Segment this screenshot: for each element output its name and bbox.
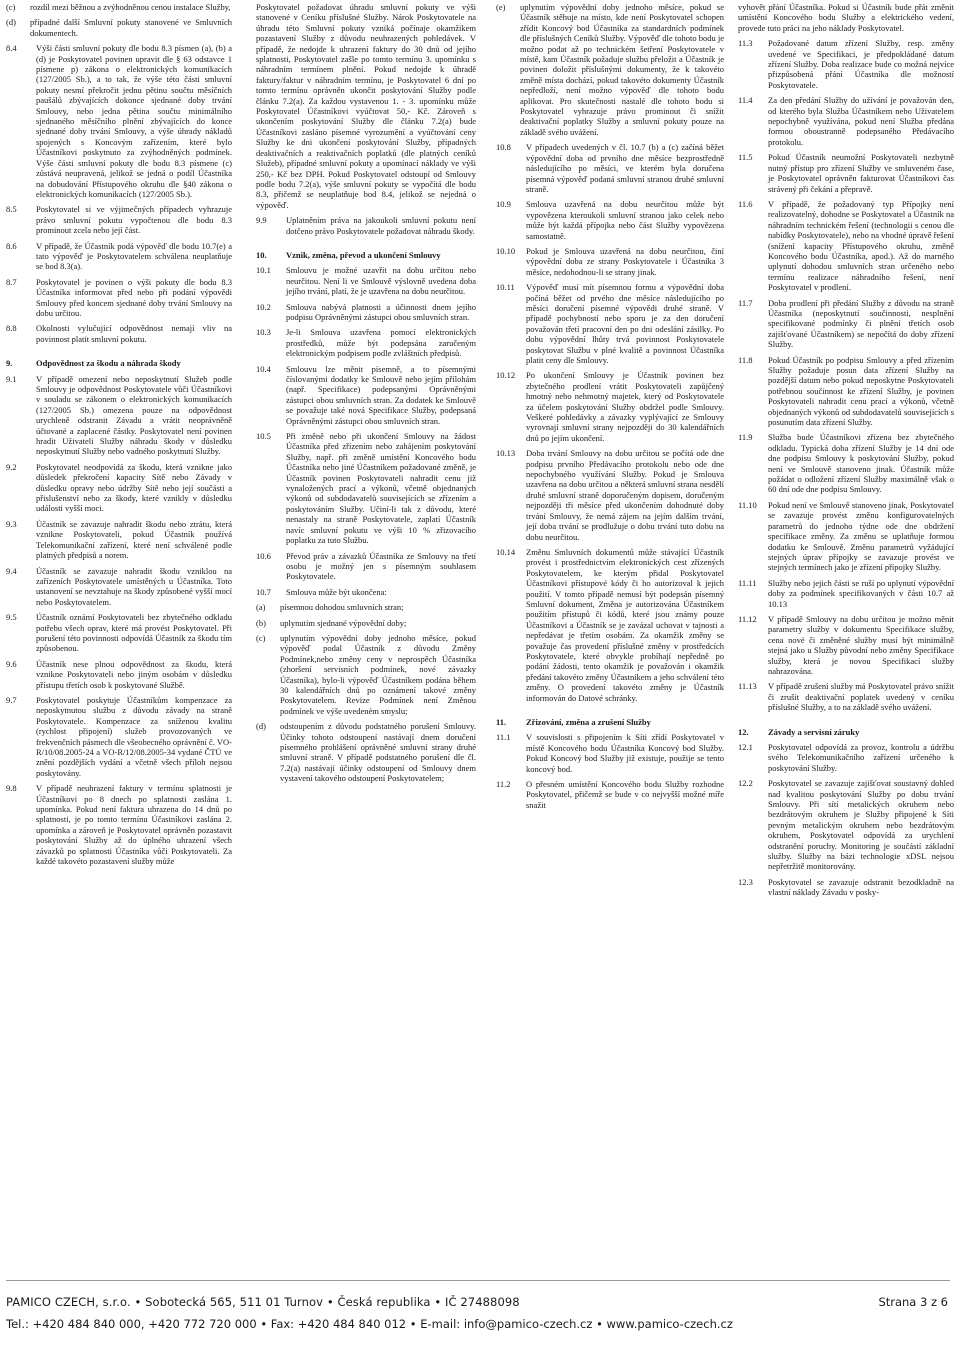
clause — [738, 578, 954, 609]
clause-number: 10.12 — [496, 370, 516, 381]
clause-text: Poskytovatel si ve výjimečných případech vyhrazuje právo smluvní pokutu vypočtenou dle bodu 8.3 prominout zcela nebo její část. — [36, 204, 232, 236]
clause-text: Uplatněním práva na jakoukoli smluvní pokutu není dotčeno právo Poskytovatele požadovat náhradu škody. — [286, 215, 476, 236]
clause — [6, 519, 232, 561]
clause — [6, 695, 232, 778]
clause-text: Za den předání Služby do užívání je považován den, od kterého byla Služba Účastníkem nebo Uživatelem nepochybně využívána, pokud není Služba předána formou oboustranně podepsaného Předávacího protokolu. — [768, 95, 954, 147]
footer-ic: IČ 27488098 — [444, 1295, 520, 1309]
clause-text: O přesném umístění Koncového bodu Služby rozhodne Poskytovatel, přičemž se bude v co nejvyšší možné míře snažit — [526, 779, 724, 810]
clause-number: 10.9 — [496, 199, 511, 210]
clause-text: Je-li Smlouva uzavřena pomocí elektronických prostředků, může být podepsána zaručeným elektronickým podpisem podle zvláštních předpisů. — [286, 327, 476, 359]
clause-number: 10.8 — [496, 142, 511, 153]
clause-text: rozdíl mezi běžnou a zvýhodněnou cenou instalace Služby, — [30, 2, 231, 12]
clause-text: Smlouva může být ukončena: — [286, 586, 387, 597]
clause-text: Pokud Účastník po podpisu Smlouvy a před zřízením Služby požaduje posun data zřízení Služby na pozdější datum nebo pokud neposkytne Poskytovateli potřebnou součinnost ke zřízení Služby, je povinen Poskytovateli nahradit cenu prací a výkonů, včetně objednaných výkonů od subdodavatelů souvisejících s posunutím data zřízení Služby. — [768, 354, 954, 428]
clause-number: 10.14 — [496, 546, 516, 557]
footer-company-line: PAMICO CZECH, s.r.o. • Sobotecká 565, 511 01 Turnov • Česká republika • IČ 27488098 — [6, 1295, 520, 1309]
clause-number: 11.9 — [738, 432, 753, 443]
clause — [738, 38, 954, 90]
clause — [6, 566, 232, 608]
clause-number: 10.5 — [256, 431, 271, 442]
clause — [738, 877, 954, 898]
clause-number: 8.6 — [6, 240, 17, 251]
clause-text: Poskytovatel odpovídá za provoz, kontrolu a údržbu svého Telekomunikačního zařízení určeného k poskytování Služby. — [768, 742, 954, 773]
clause-number: 9.8 — [6, 783, 17, 794]
text-column-1 — [6, 2, 232, 1262]
clause-text: Smlouvu lze měnit písemně, a to písemnými číslovanými dodatky ke Smlouvě nebo jejím přílohám (např. Specifikace) podepsanými Oprávněnými zástupci obou smluvních stran. Za dodatek ke Smlouvě se považuje také nová Specifikace Služby, podepsaná Oprávněnými zástupci obou smluvních stran. — [286, 363, 476, 426]
clause — [738, 778, 954, 872]
list-item — [256, 602, 476, 612]
clause-number: (d) — [6, 17, 16, 28]
clause-number: 11.8 — [738, 354, 753, 365]
page-footer — [0, 1260, 960, 1352]
clause-text: odstoupením z důvodu podstatného porušení Smlouvy. Účinky tohoto odstoupení nastávají dnem doručení písemného prohlášení oprávněné smluvní strany druhé smluvní straně. V případě podstatného porušení dle čl. 7.2(a) nastávají účinky odstoupení od Smlouvy dnem vystavení takového odstoupení Poskytovatelem; — [280, 721, 476, 784]
clause — [738, 298, 954, 350]
clause-text: Pokud není ve Smlouvě stanoveno jinak, Poskytovatel se zavazuje provést změnu konfigurovatelných parametrů do jednoho týdne ode dne obdržení specifikace změny. Za změnu se uplatňuje formou dodatku ke Smlouvě. Změnu parametrů vyžádující stejných úprav přípojky se zavazuje provést ve stejných termínech jako je zřízení přípojky Služby. — [768, 499, 954, 573]
clause-number: 11. — [496, 717, 507, 727]
clause-text: Výši části smluvní pokuty dle bodu 8.3 písmen (a), (b) a (d) je Poskytovatel povinen upravit dle § 63 odstavce 1 písmene p) zákona o elektronických komunikacích (127/2005 Sb.), a to tak, že výše této části smluvní pokuty nesmí překročit jednu pětinu součtu měsíčních paušálů zbývajících dokonce sjednané doby trvání Smlouvy, nebo jedna pětina součtu minimálního sjednaného měsíčního plnění zbývajících do konce sjednané doby trvání Smlouvy, a výše úhrady nákladů spojených s Koncovým zařízením, které bylo Účastníkovi poskytnuto za zvýhodněných podmínek. Výše části smluvní pokuty dle bodu 8.3 písmene (c) zůstává neupravená, jelikož se jedná o podíl Účastníka na dobudování Přístupového okruhu dle §40 zákona o elektronických komunikacích (127/2005 Sb.). — [36, 43, 232, 199]
clause-number: (c) — [256, 632, 266, 643]
clause — [496, 282, 724, 365]
section-heading-text: Závady a servisní záruky — [768, 726, 860, 737]
clause-text: Při změně nebo při ukončení Smlouvy na žádost Účastníka před zřízením nebo zahájením poskytování Služby, např. při změně umístění Koncového bodu Účastníka nebo jiné Účastníkem požadované změně, je Účastník povinen Poskytovateli nahradit cenu již vynaložených prací a výkonů, včetně objednaných výkonů od subdodavatelů souvisejících se zřízením a poskytováním Služby. Učiní-li tak z důvodu, které nenastaly na straně Poskytovatele, zaplatí Účastník navíc smluvní pokutu ve výši 10 % zřizovacího poplatku za tuto Službu. — [286, 431, 476, 546]
clause-text: V případě zrušení služby má Poskytovatel právo snížit či zrušit deaktivační poplatek uvedený v ceníku příslušné Služby, a to na základě svého uvážení. — [768, 681, 954, 713]
clause-number: 11.1 — [496, 732, 511, 743]
clause — [738, 500, 954, 573]
clause-number: 11.10 — [738, 499, 757, 510]
clause-number: 11.5 — [738, 152, 753, 163]
clause-text: Služby nebo jejich části se ruší po uplynutí výpovědní doby za podmínek specifikovaných v části 10.7 až 10.13 — [768, 577, 954, 609]
clause — [256, 265, 476, 296]
clause — [496, 448, 724, 542]
clause-number: 9. — [6, 358, 13, 369]
footer-country: Česká republika — [337, 1295, 431, 1309]
footer-rule — [6, 1280, 950, 1281]
clause — [496, 779, 724, 810]
section-heading — [256, 250, 476, 260]
clause-text: Doba trvání Smlouvy na dobu určitou se počítá ode dne podpisu prvního Předávacího protokolu nebo ode dne nepochybného využívání Služby. Pokud je Smlouva uzavřena na dobu určitou a některá smluvní strana nesdělí druhé smluvní straně doporučeným dopisem, doručeným nejpozději tři měsíce před ukončením dohodnuté doby trvání Smlouvy, že nemá zájem na jejím dalším trvání, její doba trvání se prodlužuje o dobu trvání tuto dobu na dobu neurčitou. — [526, 448, 724, 542]
clause-number: 9.4 — [6, 565, 17, 576]
clause-number: 9.5 — [6, 612, 17, 623]
clause — [6, 783, 232, 866]
footer-web[interactable]: www.pamico-czech.cz — [606, 1317, 733, 1331]
clause-text: Doba prodlení při předání Služby z důvodu na straně Účastníka (neposkytnutí součinnosti, nesplnění specifikované podmínky či plnění třetích osob zajišťované Účastníkem) se nepočítá do doby zřízení Služby. — [768, 297, 954, 350]
clause — [256, 215, 476, 236]
clause-number: 10.11 — [496, 282, 515, 293]
clause-text: Pokud Účastník neumožní Poskytovateli nezbytně nutný přístup pro zřízení Služby ve smluveném čase, je Poskytovatel oprávněn fakturovat Účastníkovi čas strávený při čekání a přepravě. — [768, 152, 954, 194]
clause-number: 12. — [738, 726, 749, 737]
clause — [738, 2, 954, 33]
clause — [6, 612, 232, 654]
clause-text: Požadované datum zřízení Služby, resp. změny uvedené ve Specifikaci, je předpokládané datum zřízení Služby. Doba realizace bude co možná nejvíce přizpůsobená přání Účastníka dle možností Poskytovatele. — [768, 38, 954, 90]
footer-fax: Fax: +420 484 840 012 — [270, 1317, 407, 1331]
clause-text: případné další Smluvní pokuty stanovené ve Smluvních dokumentech. — [30, 17, 232, 38]
clause-number: 10.13 — [496, 448, 516, 459]
clause — [738, 681, 954, 712]
clause — [496, 142, 724, 194]
clause-text: Výpověď musí mít písemnou formu a výpovědní doba počíná běžet od prvého dne měsíce následujícího po měsíci doručení písemné výpovědi druhé straně. V případě pochybností nebo sporu je za den doručení považován třetí pracovní den po dni odeslání zásilky. Po dobu výpovědní lhůty trvá povinnost Poskytovatele poskytovat Službu v plné kvalitě a povinnost Účastníka platit ceny dle Smlouvy. — [526, 282, 724, 365]
clause — [256, 551, 476, 582]
clause-text: V případě Smlouvy na dobu určitou je možno měnit parametry služby v dokumentu Specifikace služby, cena nové či změněné služby musí být minimálně stejná jako u Služby původní nebo změny Specifikace služby, která je novou Specifikací služby nahrazována. — [768, 613, 954, 676]
clause-text: Účastník nese plnou odpovědnost za škodu, která vznikne Poskytovateli nebo jiným osobám v důsledku přístupu třetích osob k poskytované Službě. — [36, 658, 232, 690]
list-item — [6, 17, 232, 38]
section-heading — [496, 717, 724, 727]
clause-number: 12.3 — [738, 876, 753, 887]
clause-number: (b) — [256, 617, 266, 628]
clause-number: 8.7 — [6, 276, 17, 287]
clause-text: Poskytovatel neodpovídá za škodu, která vznikne jako důsledek překročení kapacity Sítě nebo Závady v důsledku opravy nebo údržby Sítě nebo její součásti a přislušenství nebo za škody, které vznikly v důsledku události vyšší moci. — [36, 461, 232, 514]
text-column-2 — [256, 2, 476, 1262]
clause — [738, 199, 954, 293]
text-column-3 — [496, 2, 724, 1262]
clause — [6, 43, 232, 199]
clause-text: V případě, že Účastník podá výpověď dle bodu 10.7(e) a tato výpověď je Poskytovatelem schválena neuplatňuje se bod 8.3(a). — [36, 240, 232, 272]
clause-text: Poskytovatel se zavazuje zajišťovat soustavný dohled nad kvalitou poskytování Služby po dobu trvání Smlouvy. Při sítí metalických okruhem nebo bezdrátovým okruhem je Služby připojené k Síti pevným metalickým okruhem nebo bezdrátovým okruhem, Poskytovatel odpovídá za urychlení odstranění poruchy. Monitoring je součástí základní služby. Služby na bázi technologie xDSL nejsou nepřetržitě monitorovány. — [768, 778, 954, 872]
clause-number: 10.4 — [256, 363, 271, 374]
clause — [738, 355, 954, 428]
clause-text: V případech uvedených v čl. 10.7 (b) a (c) začíná běžet výpovědní doba od prvního dne měsíce bezprostředně následujícího po měsíci, ve kterém byla doručena písemná výpověď podaná smluvní stranou druhé smluvní straně. — [526, 142, 724, 194]
footer-email[interactable]: E-mail: info@pamico-czech.cz — [420, 1317, 593, 1331]
list-item — [6, 2, 232, 12]
clause-text: Účastník oznámí Poskytovateli bez zbytečného odkladu potřebu všech oprav, které má provést Poskytovatel. Při porušení této povinnosti odpovídá Účastník za škodu tím způsobenou. — [36, 612, 232, 654]
clause-number: 10.10 — [496, 245, 516, 256]
clause-text: V případě omezení nebo neposkytnutí Služeb podle Smlouvy je odpovědnost Poskytovatele vůči Účastníkovi v souladu se zákonem o elektronických komunikacích (127/2005 Sb.) omezena pouze na odpovědnost urychleně odstranit Závadu a vrátit neoprávněně účtované a zaplacené částky. Poskytovatel není povinen hradit Uživateli Služby náhradu škody v důsledku neposkytnutí Služby nebo vadného poskytnutí Služby. — [36, 373, 232, 457]
clause — [6, 374, 232, 457]
clause — [738, 432, 954, 494]
clause — [256, 302, 476, 323]
clause-number: 11.6 — [738, 198, 753, 209]
clause-text: písemnou dohodou smluvních stran; — [280, 602, 404, 613]
text-column-4 — [738, 2, 954, 1262]
clause-number: 11.7 — [738, 297, 753, 308]
clause — [738, 152, 954, 194]
clause-number: 9.2 — [6, 461, 17, 472]
section-heading-text: Odpovědnost za škodu a náhrada škody — [36, 358, 181, 369]
clause-number: 12.2 — [738, 778, 753, 789]
clause — [496, 547, 724, 703]
clause-number: 9.1 — [6, 373, 17, 384]
clause-number: 10.2 — [256, 301, 271, 312]
clause — [256, 327, 476, 358]
clause-number: 9.6 — [6, 658, 17, 669]
clause — [496, 732, 724, 774]
clause — [256, 2, 476, 210]
clause-text: Účastník se zavazuje nahradit škodu nebo ztrátu, která vznikne Poskytovateli, pokud Účastník používá Telekomunikační zařízení, které není schválené podle platných předpisů a norem. — [36, 518, 232, 561]
clause-number: 10.7 — [256, 586, 271, 597]
section-heading — [6, 358, 232, 368]
clause-number: 11.13 — [738, 681, 757, 692]
clause-text: vyhovět přání Účastníka. Pokud si Účastník bude přát změnit umístění Koncového bodu Služby a elektrického vedení, provede tuto práci na jeho náklady Poskytovatel. — [738, 2, 954, 33]
clause — [496, 199, 724, 241]
clause-number: 11.2 — [496, 779, 511, 790]
clause-text: Smlouvu je možné uzavřít na dobu určitou nebo neurčitou. Není li ve Smlouvě výslovně uvedena doba jejího trvání, platí, že je uzavřena na dobu neurčitou. — [286, 265, 476, 297]
clause-number: 10.1 — [256, 265, 271, 276]
list-item — [256, 721, 476, 783]
clause-text: V případě neuhrazení faktury v termínu splatnosti je Účastníkovi po 8 dnech po splatnosti zaslána 1. upomínka. Pokud není faktura uhrazena do 14 dnů po splatnosti, je po tomto termínu Účastníkovi zaslána 2. upomínka a zároveň je Poskytovatel oprávněn pozastavit poskytování Služby až do úplného uhrazení všech závazků po splatnosti Účastníka vůči Poskytovateli. Za každé takovéto pozastavení služby může — [36, 783, 232, 867]
clause — [6, 241, 232, 272]
clause-number: 10.6 — [256, 550, 271, 561]
clause-number: 8.8 — [6, 323, 17, 334]
clause-text: Poskytovatel poskytuje Účastníkům kompenzace za neposkytnutou službu z důvodu závady na straně Poskytovatele. Kompenzace za sníženou kvalitu (rychlost připojení) služeb provozovaných ve frekvenčních pásmech dle všeobecného oprávnění č. VO-R/10/08.2005-24 a VO-R/12/08.2005-34 vydané ČTÚ ve znění pozdějších vydání a včetně všech příloh nejsou poskytovány. — [36, 694, 232, 778]
list-item — [256, 618, 476, 628]
clause — [6, 323, 232, 344]
list-item — [256, 633, 476, 716]
footer-contact-line: Tel.: +420 484 840 000, +420 772 720 000 • Fax: +420 484 840 012 • E-mail: info@pamico-czech.cz • www.pamico-czech.cz — [6, 1317, 733, 1331]
section-heading-text: Vznik, změna, převod a ukončení Smlouvy — [286, 249, 441, 260]
clause-text: Poskytovatel požadovat úhradu smluvní pokuty ve výši stanovené v Ceníku příslušné Služby. Nárok Poskytovatele na úhradu této Smluvní pokuty vzniká počínaje okamžikem pozastavení Služby z důvodu neuhrazených pohledávek. V případě, že nedojde k uhrazení faktury do 30 dnů od jejího splatnosti, Poskytovatel zašle po tomto termínu 3. upomínku s náhradním termínem plnění. Pokud nedojde k úhradě faktury/faktur v náhradním termínu, je Poskytovatel 6 dní po tomto termínu oprávněn ukončit poskytování Služby podle článku 7.2(a). Za každou vystavenou 1. - 3. upomínku může Poskytovatel Účastníkovi vyúčtovat 50,- Kč. Zároveň s ukončením poskytování Služby dle článku 7.2(a) bude Účastníkovi zasláno písemné vyrozumění a vyúčtování ceny Služby ke dni ukončení poskytování Služby, případných deaktivačních a reaktivačních poplatků (dle platných ceníků Služeb), případné smluvní pokuty a upomínací náklady ve výši 250,- Kč bez DPH. Pokud Poskytovatel odstoupí od Smlouvy podle bodu 7.2(a), výše smluvní pokuty se vypočítá dle bodu 8.3, přičemž se neuplatňuje bod 8.4, jelikož se nejedná o výpověď. — [256, 2, 476, 210]
clause-number: (d) — [256, 721, 266, 732]
clause — [738, 614, 954, 676]
clause-text: Smlouva nabývá platnosti a účinnosti dnem jejího podpisu Oprávněnými zástupci obou smluvních stran. — [286, 301, 476, 322]
clause-text: Pokud je Smlouva uzavřená na dobu neurčitou, činí výpovědní doba ze strany Poskytovatele i Účastníka 3 měsíce, nedohodnou-li se strany jinak. — [526, 245, 724, 277]
clause-number: 11.11 — [738, 577, 757, 588]
clause-number: 8.4 — [6, 43, 17, 54]
clause-number: 11.12 — [738, 613, 757, 624]
clause-text: Převod práv a závazků Účastníka ze Smlouvy na třetí osobu je možný jen s písemným souhlasem Poskytovatele. — [286, 550, 476, 582]
clause-text: Okolnosti vylučující odpovědnost nemají vliv na povinnost platit smluvní pokutu. — [36, 323, 232, 344]
clause-text: Účastník se zavazuje nahradit škodu vzniklou na zařízeních Poskytovatele umístěných u Účastníka. Toto ustanovení se nevztahuje na škody způsobené vyšší mocí nebo Poskytovatelem. — [36, 565, 232, 607]
clause — [738, 95, 954, 147]
clause — [6, 462, 232, 514]
clause-text: uplynutím sjednané výpovědní doby; — [280, 617, 407, 628]
footer-tel: Tel.: +420 484 840 000, +420 772 720 000 — [6, 1317, 257, 1331]
clause-text: V případě, že požadovaný typ Přípojky není realizovatelný, dohodne se Poskytovatel a Účastník na náhradním technickém řešení (technologii s cenou dle nabídky Poskytovatele), nebo na vhodné úpravě řešení (snížení kapacity Přístupového okruhu, změně Koncového bodu Účastníka, apod.). Až do marného uplynutí dohodou smluvních stran určeného nebo termínu realizace náhradního řešení, není Poskytovatel v prodlení. — [768, 198, 954, 293]
clause-number: 12.1 — [738, 742, 753, 752]
footer-address: Sobotecká 565, 511 01 Turnov — [145, 1295, 324, 1309]
clause-number: 9.7 — [6, 694, 17, 705]
section-heading-text: Zřizování, změna a zrušení Služby — [526, 717, 651, 727]
clause — [256, 587, 476, 597]
clause — [496, 370, 724, 443]
footer-company: PAMICO CZECH, s.r.o. — [6, 1295, 131, 1309]
clause-number: 10. — [256, 249, 267, 260]
clause-text: uplynutím výpovědní doby jednoho měsíce, pokud se Účastník stěhuje na místo, kde není Poskytovatel schopen zřídit Koncový bod Účastníka za standardních podmínek dle příslušných Ceníků Služby. Výpověď dle tohoto bodu je možno podat až po technickém šetření Poskytovatele v místě, kam Účastník požaduje službu přeložit a Účastník je povinen doložit příslušnými dokumenty, že k takovéto změně místa dochází, pokud takovéto dokumenty Účastník nepředloží, není možno výpověď dle tohoto bodu aplikovat. Pro skutečnosti nastalé dle tohoto bodu si Poskytovatel vyhrazuje právo prominout či snížit deaktivační poplatky Služby a smluvní pokuty pouze na základě svého uvážení. — [520, 2, 724, 137]
clause-text: Služba bude Účastníkovi zřízena bez zbytečného odkladu. Typická doba zřízení Služby je 14 dní ode dne podpisu Smlouvy k poskytování Služby, pokud není ve Smlouvě stanoveno jinak. Účastník může požádat o odložení zřízení Služby maximálně však o 60 dní ode dne podpisu Smlouvy. — [768, 432, 954, 495]
page-number: Strana 3 z 6 — [878, 1295, 948, 1309]
section-heading — [738, 727, 954, 737]
clause-text: Smlouva uzavřená na dobu neurčitou může být vypovězena kteroukoli smluvní stranou jako celek nebo může být každá přípojka nebo část Služby vypovězena samostatně. — [526, 199, 724, 241]
clause — [496, 246, 724, 277]
clause — [256, 364, 476, 426]
clause-number: 11.4 — [738, 95, 753, 106]
clause-number: 10.3 — [256, 327, 271, 338]
clause-number: 11.3 — [738, 38, 753, 49]
list-item — [496, 2, 724, 137]
clause-number: 8.5 — [6, 204, 17, 215]
clause — [6, 277, 232, 319]
clause-number: (e) — [496, 2, 506, 12]
clause-number: (c) — [6, 2, 16, 12]
clause-number: (a) — [256, 602, 266, 613]
clause — [6, 204, 232, 235]
clause — [738, 742, 954, 773]
clause-text: uplynutím výpovědní doby jednoho měsíce, pokud výpověď podal Účastník z důvodu Změny Podmínek,nebo změny ceny v neprospěch Účastníka (zhoršení servisních podmínek, nové závazky Účastníka), bylo-li výpověď Účastníkem podána během 30 kalendářních dnů po oznámení takové změny Poskytovatelem. Revize Podmínek není Změnou podmínek ve výše uvedeném smyslu; — [280, 632, 476, 716]
clause — [256, 431, 476, 545]
clause-text: Poskytovatel je povinen o výši pokuty dle bodu 8.3 Účastníka informovat před nebo při podání výpovědi Smlouvy před koncem sjednané doby trvání Smlouvy na dobu určitou. — [36, 276, 232, 318]
clause-text: V souvislosti s připojením k Síti zřídí Poskytovatel v místě Koncového bodu Účastníka Koncový bod Služby. Pokud Koncový bod Služby již existuje, použije se tento koncový bod. — [526, 732, 724, 774]
clause-text: Po ukončení Smlouvy je Účastník povinen bez zbytečného prodlení vrátit Poskytovateli zapůjčený hmotný nebo nehmotný majetek, který od Poskytovatele za účelem poskytování Služby obdržel podle Smlouvy. Veškeré pohledávky a závazky vyplývající ze Smlouvy vyrovnají smluvní strany nejpozději do 30 kalendářních dnů po jejím ukončení. — [526, 370, 724, 443]
clause-number: 9.9 — [256, 215, 267, 226]
clause-text: Poskytovatel se zavazuje odstranit bezodkladně na vlastní náklady Závadu v posky- — [768, 876, 954, 898]
clause-text: Změnu Smluvních dokumentů může stávající Účastník provést i prostřednictvím elektronických cest zřízených Poskytovatelem, ke kterým přidal Poskytovatel Účastníkovi přístupové kódy či ho autorizoval k jejich použití. V tomto případě nemusí být podepsán písemný Smluvní dokument, Změna je autorizována Účastníkem použitím přístupů či kódů, které jsou známy pouze Účastníkovi a Účastník se je zavázal uchovat v tajnosti a nepředávat je třetím osobám. Za okamžik změny se považuje čas provedení příslušné změny v prostředcích Poskytovatele, které obvykle probíhají nepředně po podání žádosti, tento okamžik je považován i okamžik předání takovéto změny Účastníkem a jeho schválení této změny. O provedení takovéto změny je Účastník informován do Datové schránky. — [526, 546, 724, 703]
clause-number: 9.3 — [6, 518, 17, 529]
clause — [6, 659, 232, 690]
